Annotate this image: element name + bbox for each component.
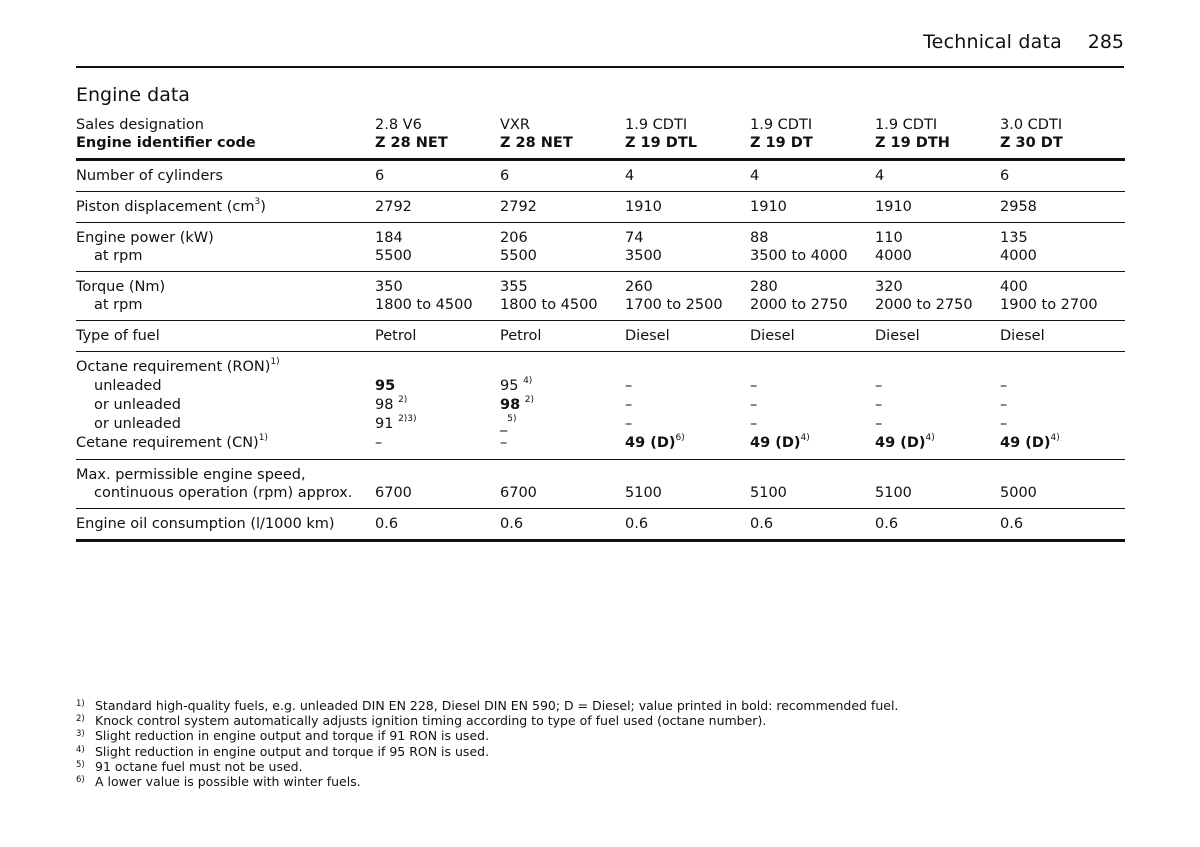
dash: – xyxy=(625,378,633,394)
footnote-ref: 4) xyxy=(523,376,533,387)
cell xyxy=(875,272,1000,321)
power-value: 74 xyxy=(625,230,644,246)
torque-value: 260 xyxy=(625,279,653,295)
octane-label: Octane requirement (RON) xyxy=(76,359,271,375)
footnote-text: Slight reduction in engine output and torque if 95 RON is used. xyxy=(95,743,490,759)
blank-line xyxy=(375,358,500,377)
cell xyxy=(750,272,875,321)
footnote xyxy=(76,728,1116,743)
octane-value-line xyxy=(500,377,625,396)
cell: Diesel xyxy=(625,328,670,344)
displacement-label: Piston displacement (cm xyxy=(76,199,255,215)
footnote-ref: 2) xyxy=(398,395,408,406)
cell xyxy=(500,223,625,272)
footnote-mark: 5) xyxy=(76,759,85,770)
rpm-value: 1700 to 2500 xyxy=(625,297,723,313)
engine-code: Z 30 DT xyxy=(1000,135,1063,151)
cell: 0.6 xyxy=(1000,516,1024,532)
cetane-value: 49 (D) xyxy=(625,435,676,451)
superscript: 3 xyxy=(254,197,261,208)
dash: – xyxy=(875,416,883,432)
cetane-value: 49 (D) xyxy=(750,435,801,451)
cell xyxy=(625,460,750,509)
footnote-text: A lower value is possible with winter fuels. xyxy=(95,774,361,790)
header-title: Technical data xyxy=(923,31,1062,53)
max-speed-row xyxy=(76,460,1125,509)
torque-label: Torque (Nm) xyxy=(76,279,166,295)
cell: 1910 xyxy=(750,199,787,215)
blank-line xyxy=(750,358,875,377)
dash: – xyxy=(875,378,883,394)
power-value: 88 xyxy=(750,230,769,246)
unleaded-label: unleaded xyxy=(94,378,162,394)
torque-value: 320 xyxy=(875,279,903,295)
blank-line xyxy=(625,466,750,484)
cetane-label: Cetane requirement (CN) xyxy=(76,435,259,451)
max-speed-value: 5000 xyxy=(1000,485,1037,501)
cell xyxy=(1000,272,1125,321)
power-value: 135 xyxy=(1000,230,1028,246)
page-number: 285 xyxy=(1087,31,1124,53)
cell xyxy=(375,223,500,272)
cell xyxy=(1000,115,1125,160)
footnote xyxy=(76,774,1116,789)
torque-value: 400 xyxy=(1000,279,1028,295)
or-unleaded-label: or unleaded xyxy=(94,416,181,432)
cetane-value: – xyxy=(500,435,508,451)
octane-value: _ xyxy=(500,416,508,432)
cell: 2792 xyxy=(375,199,412,215)
row-label xyxy=(76,352,375,460)
blank-line xyxy=(750,466,875,484)
rpm-value: 2000 to 2750 xyxy=(875,297,973,313)
cell xyxy=(1000,352,1125,460)
dash: – xyxy=(750,397,758,413)
footnote-text: 91 octane fuel must not be used. xyxy=(95,758,303,774)
cell xyxy=(375,352,500,460)
row-label xyxy=(76,192,375,223)
sales-designation: 2.8 V6 xyxy=(375,117,422,133)
cell xyxy=(750,115,875,160)
dash: – xyxy=(750,378,758,394)
cell xyxy=(875,460,1000,509)
cetane-value: – xyxy=(375,435,383,451)
footnote-mark: 6) xyxy=(76,775,85,786)
footnote-text: Slight reduction in engine output and torque if 91 RON is used. xyxy=(95,728,490,744)
cell xyxy=(750,352,875,460)
torque-value: 280 xyxy=(750,279,778,295)
sales-designation: 3.0 CDTI xyxy=(1000,117,1063,133)
torque-value: 355 xyxy=(500,279,528,295)
sales-designation-label: Sales designation xyxy=(76,117,204,133)
rpm-value: 2000 to 2750 xyxy=(750,297,848,313)
engine-data-table xyxy=(76,115,1125,542)
cell: 6 xyxy=(375,168,385,184)
cell: 1910 xyxy=(625,199,662,215)
octane-value: 95 xyxy=(375,378,396,394)
dash: – xyxy=(625,397,633,413)
max-speed-value: 5100 xyxy=(625,485,662,501)
cetane-value-line xyxy=(750,434,875,453)
blank-line xyxy=(1000,466,1125,484)
cylinders-row xyxy=(76,160,1125,192)
cetane-value-line xyxy=(875,434,1000,453)
cell: 0.6 xyxy=(500,516,524,532)
octane-value-line xyxy=(375,415,500,434)
footnote xyxy=(76,698,1116,713)
dash: – xyxy=(750,416,758,432)
cell xyxy=(750,460,875,509)
rpm-value: 4000 xyxy=(875,248,912,264)
cell: 0.6 xyxy=(750,516,774,532)
cell xyxy=(375,460,500,509)
cell: Petrol xyxy=(375,328,417,344)
or-unleaded-label: or unleaded xyxy=(94,397,181,413)
rpm-label: at rpm xyxy=(94,248,143,264)
blank-line xyxy=(625,358,750,377)
max-speed-value: 6700 xyxy=(375,485,412,501)
page-header xyxy=(76,28,1124,68)
blank-line xyxy=(875,358,1000,377)
footnote-mark: 3) xyxy=(76,729,85,740)
footnote-text: Standard high-quality fuels, e.g. unleaded DIN EN 228, Diesel DIN EN 590; D = Diesel; value printed in bold: recommended fuel. xyxy=(95,698,899,713)
cell xyxy=(375,272,500,321)
max-speed-label: Max. permissible engine speed, xyxy=(76,467,306,483)
octane-value-line xyxy=(500,415,625,434)
engine-code: Z 28 NET xyxy=(375,135,448,151)
footnote-mark: 4) xyxy=(76,744,85,755)
footnote-ref: 1) xyxy=(258,433,268,444)
footnote-ref: 2)3) xyxy=(398,414,417,425)
cell: Diesel xyxy=(1000,328,1045,344)
label-close: ) xyxy=(260,199,266,215)
cell xyxy=(625,223,750,272)
blank-line xyxy=(500,466,625,484)
octane-row xyxy=(76,352,1125,460)
octane-value: 91 xyxy=(375,416,394,432)
cell: 0.6 xyxy=(625,516,649,532)
oil-consumption-row xyxy=(76,509,1125,541)
blank-line xyxy=(1000,358,1125,377)
footnote-mark: 1) xyxy=(76,699,85,709)
rpm-value: 5500 xyxy=(500,248,537,264)
power-value: 184 xyxy=(375,230,403,246)
power-label: Engine power (kW) xyxy=(76,230,214,246)
cell xyxy=(875,115,1000,160)
footnote-ref: 4) xyxy=(1050,433,1060,444)
cell xyxy=(375,115,500,160)
cell: 0.6 xyxy=(875,516,899,532)
max-speed-value: 5100 xyxy=(750,485,787,501)
footnote-ref: 6) xyxy=(675,433,685,444)
cell: 4 xyxy=(625,168,635,184)
cell: 6 xyxy=(500,168,510,184)
footnote-ref: 4) xyxy=(925,433,935,444)
fuel-row xyxy=(76,321,1125,352)
rpm-value: 3500 xyxy=(625,248,662,264)
dash: – xyxy=(625,416,633,432)
cetane-value: 49 (D) xyxy=(875,435,926,451)
cell: Diesel xyxy=(750,328,795,344)
row-label xyxy=(76,223,375,272)
cell xyxy=(875,223,1000,272)
cell: 4 xyxy=(750,168,760,184)
cell xyxy=(500,115,625,160)
cell: Diesel xyxy=(875,328,920,344)
footnote xyxy=(76,759,1116,774)
engine-code: Z 28 NET xyxy=(500,135,573,151)
blank-line xyxy=(375,466,500,484)
cetane-value: 49 (D) xyxy=(1000,435,1051,451)
dash: – xyxy=(1000,397,1008,413)
row-label xyxy=(76,460,375,509)
cell xyxy=(500,272,625,321)
footnote-ref: 2) xyxy=(524,395,535,406)
torque-row xyxy=(76,272,1125,321)
row-label: Number of cylinders xyxy=(76,168,223,184)
cell: 2958 xyxy=(1000,199,1037,215)
rpm-value: 1800 to 4500 xyxy=(500,297,598,313)
engine-code: Z 19 DT xyxy=(750,135,813,151)
octane-value: 95 xyxy=(500,378,519,394)
displacement-row xyxy=(76,192,1125,223)
footnote-ref: 4) xyxy=(800,433,810,444)
footnote xyxy=(76,713,1116,728)
dash: – xyxy=(1000,378,1008,394)
cetane-value-line xyxy=(1000,434,1125,453)
octane-value-line xyxy=(375,396,500,415)
footnote-ref: 5) xyxy=(507,414,517,425)
cell: 2792 xyxy=(500,199,537,215)
sales-designation: 1.9 CDTI xyxy=(625,117,688,133)
rpm-value: 1800 to 4500 xyxy=(375,297,473,313)
cell xyxy=(625,352,750,460)
cell xyxy=(625,115,750,160)
sales-designation: 1.9 CDTI xyxy=(875,117,938,133)
cell: 4 xyxy=(875,168,885,184)
cell xyxy=(1000,460,1125,509)
dash: – xyxy=(875,397,883,413)
rpm-value: 5500 xyxy=(375,248,412,264)
max-speed-value: 5100 xyxy=(875,485,912,501)
cell: 0.6 xyxy=(375,516,399,532)
engine-code: Z 19 DTL xyxy=(625,135,697,151)
blank-line xyxy=(875,466,1000,484)
max-speed-value: 6700 xyxy=(500,485,537,501)
cell xyxy=(1000,223,1125,272)
power-row xyxy=(76,223,1125,272)
header-row xyxy=(76,115,1125,160)
section-title: Engine data xyxy=(76,84,190,106)
rpm-value: 4000 xyxy=(1000,248,1037,264)
cell xyxy=(875,352,1000,460)
footnote-mark: 2) xyxy=(76,714,85,725)
octane-value: 98 xyxy=(500,397,521,413)
cell xyxy=(500,352,625,460)
row-label xyxy=(76,272,375,321)
octane-label-line xyxy=(76,358,375,377)
rpm-value: 1900 to 2700 xyxy=(1000,297,1098,313)
row-label: Engine oil consumption (l/1000 km) xyxy=(76,516,335,532)
cell xyxy=(500,460,625,509)
cell xyxy=(750,223,875,272)
rpm-value: 3500 to 4000 xyxy=(750,248,848,264)
cell: 6 xyxy=(1000,168,1010,184)
sales-designation: VXR xyxy=(500,117,530,133)
footnote-ref: 1) xyxy=(270,357,280,368)
row-label xyxy=(76,115,375,160)
dash: – xyxy=(1000,416,1008,432)
torque-value: 350 xyxy=(375,279,403,295)
footnote xyxy=(76,744,1116,759)
footnotes xyxy=(76,698,1116,789)
footnote-text: Knock control system automatically adjusts ignition timing according to type of fuel used (octane number). xyxy=(95,713,767,729)
cell: Petrol xyxy=(500,328,542,344)
rpm-label: at rpm xyxy=(94,297,143,313)
continuous-operation-label: continuous operation (rpm) approx. xyxy=(94,485,353,501)
power-value: 206 xyxy=(500,230,528,246)
blank-line xyxy=(500,358,625,377)
engine-code-label: Engine identifier code xyxy=(76,135,256,151)
sales-designation: 1.9 CDTI xyxy=(750,117,813,133)
cetane-value-line xyxy=(625,434,750,453)
row-label: Type of fuel xyxy=(76,328,160,344)
octane-value: 98 xyxy=(375,397,394,413)
engine-code: Z 19 DTH xyxy=(875,135,950,151)
cell xyxy=(625,272,750,321)
octane-value-line xyxy=(500,396,625,415)
cetane-label-line xyxy=(76,434,375,453)
power-value: 110 xyxy=(875,230,903,246)
cell: 1910 xyxy=(875,199,912,215)
